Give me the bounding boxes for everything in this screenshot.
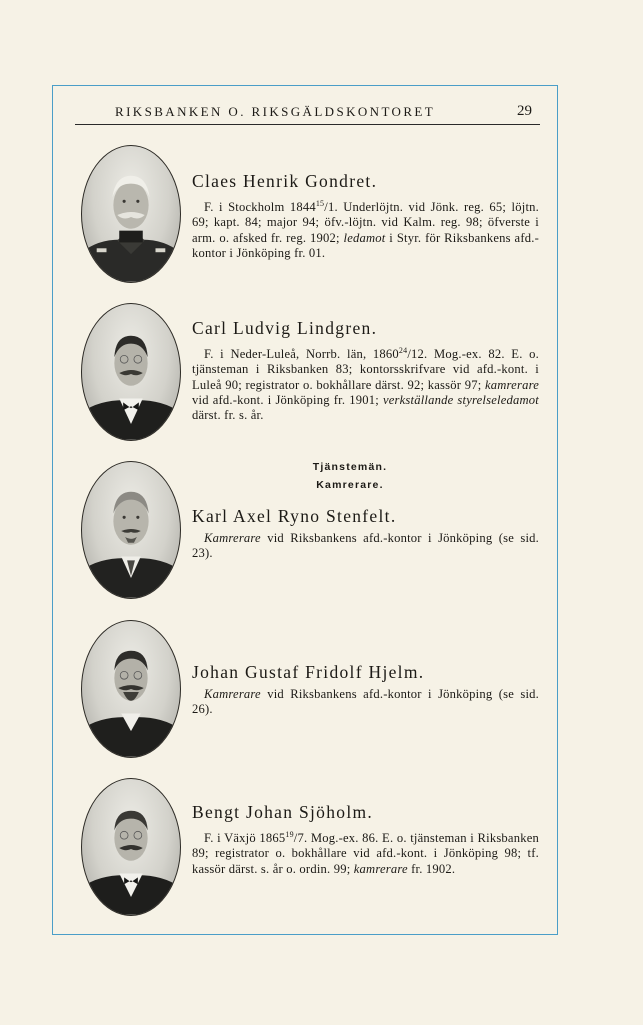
running-head-title: RIKSBANKEN O. RIKSGÄLDSKONTORET	[115, 104, 436, 119]
portrait-gondret	[81, 145, 181, 283]
italic-term: Kamrerare	[204, 531, 261, 545]
biography: Kamrerare vid Riksbankens afd.-kontor i Jönköping (se sid. 26).	[192, 687, 539, 717]
entry-hjelm	[192, 661, 539, 717]
date-fraction: $^{19}$/7	[285, 830, 304, 846]
portrait-hjelm	[81, 620, 181, 758]
date-fraction: $^{15}$/1	[315, 199, 335, 215]
portrait-sjoholm	[81, 778, 181, 916]
italic-term: ledamot	[343, 230, 386, 245]
section-heading: Tjänstemän.	[312, 461, 388, 473]
person-name: Johan Gustaf Fridolf Hjelm.	[192, 662, 425, 682]
entry-stenfelt	[192, 505, 539, 561]
person-name: Claes Henrik Gondret.	[192, 171, 378, 191]
date-fraction: $^{24}$/12	[398, 346, 425, 362]
entry-sjoholm	[192, 801, 539, 877]
italic-term: verkställande styrelseledamot	[382, 392, 539, 407]
page-number: 29	[517, 103, 532, 119]
biography: Kamrerare vid Riksbankens afd.-kontor i Jönköping (se sid. 23).	[192, 531, 539, 561]
biography: F. i Neder-Luleå, Norrb. län, 1860$^{24}$/12. Mog.-ex. 82. E. o. tjänsteman i Riksbanken 83; kontorsskrifvare vid afd.-kont. i Luleå 90; registrator o. bokhållare därst. 92; kassör 97; kamrerare vid afd.-kont. i Jönköping fr. 1901; verkställande styrelseledamot därst. fr. s. år.	[192, 346, 539, 422]
running-head	[75, 102, 540, 125]
biography: F. i Växjö 1865$^{19}$/7. Mog.-ex. 86. E. o. tjänsteman i Riksbanken 89; registrator o. bokhållare vid afd.-kont. i Jönköping 98; tf. kassör därst. s. år o. ordin. 99; kamrerare fr. 1902.	[192, 830, 539, 876]
entry-lindgren	[192, 317, 539, 423]
italic-term: Kamrerare	[204, 687, 261, 701]
person-name: Bengt Johan Sjöholm.	[192, 802, 374, 822]
section-subheading: Kamrerare.	[316, 479, 384, 491]
portrait-lindgren	[81, 303, 181, 441]
portrait-stenfelt	[81, 461, 181, 599]
biography: F. i Stockholm 1844$^{15}$/1. Underlöjtn. vid Jönk. reg. 65; löjtn. 69; kapt. 84; major 94; öfv.-löjtn. vid Kalm. reg. 98; öfverste i arm. o. afsked fr. reg. 1902; ledamot i Styr. för Riksbankens afd.-kontor i Jönköping fr. 01.	[192, 199, 539, 260]
entry-gondret	[192, 170, 539, 261]
italic-term: kamrerare	[484, 377, 539, 392]
person-name: Carl Ludvig Lindgren.	[192, 318, 378, 338]
person-name: Karl Axel Ryno Stenfelt.	[192, 506, 397, 526]
italic-term: kamrerare	[353, 861, 408, 876]
